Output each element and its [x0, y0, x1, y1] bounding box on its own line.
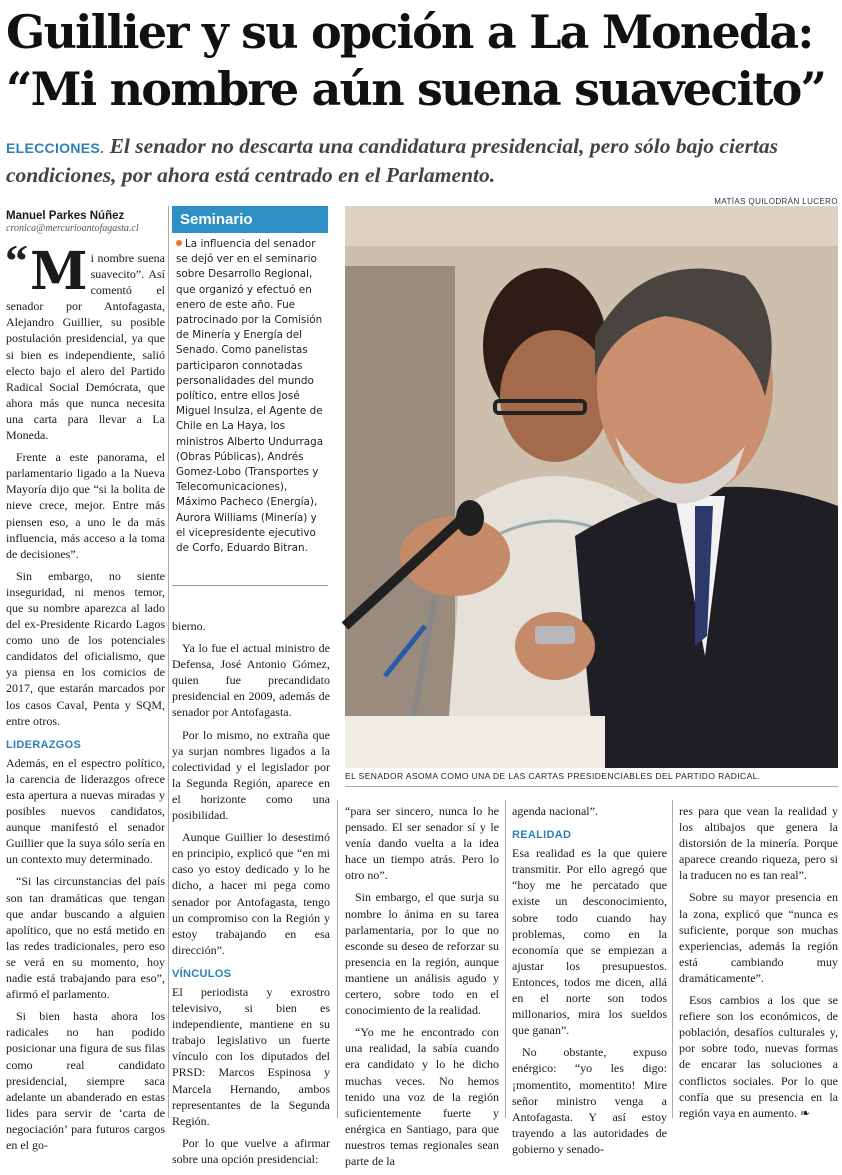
article-column-4 — [512, 803, 667, 1163]
sidebar-seminario — [172, 206, 328, 586]
paragraph: i nombre suena suavecito”. Así comentó el senador por Antofagasta, Alejandro Guillier, su posible postulación presidencial, ya que si bien es independiente, salió electo bajo el alero del Partido Radical Social Demócrata, que ahora más que nunca necesita una carta para llevar a La Moneda. — [6, 251, 165, 443]
photo-caption: EL SENADOR ASOMA COMO UNA DE LAS CARTAS PRESIDENCIABLES DEL PARTIDO RADICAL. — [345, 771, 761, 781]
paragraph: “para ser sincero, nunca lo he pensado. El ser senador sí y le venía dando vuelta a la idea hace un tiempo atrás. Pero lo otro no”. — [345, 804, 499, 883]
paragraph: “Yo me he encontrado con una realidad, la sabía cuando era candidato y lo he dicho muchas veces. No hemos tenido una voz de la región suficientemente fuerte y enérgica en Santiago, para que nuestros temas regionales sean parte de la — [345, 1025, 499, 1168]
paragraph: Aunque Guillier lo desestimó en principio, explicó que “en mi caso yo estoy dedicado y lo he dicho, a hacer mi pega como senador por Antofagasta, tengo un compromiso con la Región y estoy trabajando en esa dirección”. — [172, 830, 330, 957]
caption-rule — [345, 786, 838, 787]
byline — [6, 210, 166, 234]
paragraph: agenda nacional”. — [512, 804, 598, 818]
opening-quote: “ — [5, 235, 28, 286]
paragraph: “Si las circunstancias del país son tan dramáticas que tengan que andar buscando a alguien apolítico, que no está metido en las redes tradicionales, pero eso se verá en su momento, hoy nadie está trabajando para eso”, afirmó el parlamento. — [6, 874, 165, 1002]
paragraph: res para que vean la realidad y los altibajos que genera la distorsión de la minería. Porque aparece creando riqueza, pero si la traducen no es tan real”. — [679, 804, 838, 883]
deck — [6, 133, 838, 189]
drop-cap: M — [30, 241, 88, 302]
article-column-1 — [5, 235, 165, 1159]
paragraph: Si bien hasta ahora los radicales no han podido posicionar una figura de sus filas como real candidato presidencial, siempre saca adelante un abanderado en estas lides para servir de ‘carta de negociación’ para futuros cargos en el go- — [6, 1009, 165, 1152]
column-divider — [337, 800, 338, 1118]
paragraph-text: Esos cambios a los que se refiere son los económicos, de población, desafíos culturales y, por sobre todo, nuevas formas de encarar las soluciones a conflictos sociales. Por lo que confía que su presencia en la región vaya en aumento. — [679, 993, 838, 1120]
column-divider — [672, 800, 673, 1118]
sidebar-bottom-rule — [172, 585, 328, 586]
senator-photo-illustration — [345, 206, 838, 768]
headline-line-1: Guillier y su opción a La Moneda: — [6, 5, 813, 59]
paragraph: Frente a este panorama, el parlamentario ligado a la Nueva Mayoría dijo que “si la bolita de nieve crece, mejor. Entre más piensen eso, a uno le da más influencia, más acceso a la toma de decisiones”. — [6, 450, 165, 561]
paragraph: Sin embargo, el que surja su nombre lo ánima en su tarea parlamentaria, por lo que no esconde su deseo de reforzar su presencia en la región, aunque mantiene un análisis agudo y certero, sobre todo en el conocimiento de la realidad. — [345, 890, 499, 1018]
paragraph: Además, en el espectro político, la carencia de liderazgos ofrece esta apertura a nuevas miradas y posibles nuevos candidatos, aunque manifestó el senador Guillier que la suya sólo sería en un contexto muy determinado. — [6, 755, 165, 867]
subheading-vinculos: VÍNCULOS — [172, 967, 232, 980]
article-column-3 — [345, 803, 499, 1175]
column-divider — [168, 206, 169, 1118]
sidebar-title: Seminario — [172, 206, 328, 233]
paragraph — [679, 992, 838, 1121]
paragraph: El periodista y exrostro televisivo, si bien es independiente, mantiene en su trabajo legislativo un fuerte vínculo con los diputados del PRSD: Marcos Espinosa y Marcela Hernando, ambos representantes de la Segunda Región. — [172, 984, 330, 1128]
paragraph: No obstante, expuso enérgico: “yo les digo: ¡momentito, momentito! Mire señor ministro venga a Antofagasta. Y así estoy trayendo a las autoridades de gobierno y senado- — [512, 1045, 667, 1156]
paragraph: Sin embargo, no siente inseguridad, ni menos temor, que su nombre aparezca al lado del ex-Presidente Ricardo Lagos como uno de los potenciales candidatos del oficialismo, que ya piensa en los comicios de 2017, que estarán marcados por los casos Caval, Penta y SQM, entre otros. — [6, 568, 165, 728]
deck-text: El senador no descarta una candidatura presidencial, pero sólo bajo ciertas condiciones, por ahora está centrado en el Parlamento. — [6, 134, 778, 187]
column-divider — [505, 800, 506, 1118]
paragraph: Por lo que vuelve a afirmar sobre una opción presidencial: — [172, 1135, 330, 1166]
paragraph: Por lo mismo, no extraña que ya surjan nombres ligados a la colectividad y el legislador por la Segunda Región, aparece en el horizonte como una posibilidad. — [172, 727, 330, 823]
sidebar-body — [172, 233, 328, 556]
author-name: Manuel Parkes Núñez — [6, 210, 125, 222]
paragraph: bierno. — [172, 619, 206, 633]
paragraph: Esa realidad es la que quiere transmitir. Por ello agregó que “hoy me he percatado que existe un desconocimiento, sobre todo cuando hay problemas, como en la economía que se empiezan a ajustar los presupuestos. Entonces, todos me dicen, allá en el norte son todos millonarios, mira los sueldos que ganan”. — [512, 846, 667, 1038]
paragraph: Sobre su mayor presencia en la zona, explicó que “nunca es suficiente, porque son muchas experiencias, además la región está cambiando muy dramáticamente”. — [679, 890, 838, 985]
article-column-5 — [679, 803, 838, 1127]
sidebar-text: La influencia del senador se dejó ver en el seminario sobre Desarrollo Regional, que organizó y efectuó en enero de este año. Fue patrocinado por la Comisión de Minería y Energía del Senado. Como panelistas participaron connotadas personalidades del mundo político, entre ellos José Miguel Insulza, el Agente de Chile en La Haya, los ministros Alberto Undurraga (Obras Públicas), Andrés Gomez-Lobo (Transportes y Telecomunicaciones), Máximo Pacheco (Energía), Aurora Williams (Minería) y el vicepresidente ejecutivo de Corfo, Eduardo Bitran. — [176, 238, 324, 555]
subheading-liderazgos: LIDERAZGOS — [6, 738, 82, 751]
subheading-realidad: REALIDAD — [512, 829, 572, 842]
end-mark-icon: ❧ — [799, 1105, 811, 1120]
lead-paragraph — [5, 235, 165, 443]
article-column-2 — [172, 618, 330, 1173]
paragraph: Ya lo fue el actual ministro de Defensa, José Antonio Gómez, quien fue precandidato presidencial en 2009, además de senador por Antofagasta. — [172, 641, 330, 720]
section-tag: ELECCIONES. — [6, 140, 105, 156]
headline-line-2: “Mi nombre aún suena suavecito” — [6, 62, 826, 116]
headline — [6, 4, 838, 118]
article-photo — [345, 206, 838, 768]
author-email[interactable]: cronica@mercurioantofagasta.cl — [6, 223, 139, 234]
photo-credit: MATÍAS QUILODRÁN LUCERO — [714, 197, 838, 206]
bullet-dot-icon — [176, 240, 182, 246]
